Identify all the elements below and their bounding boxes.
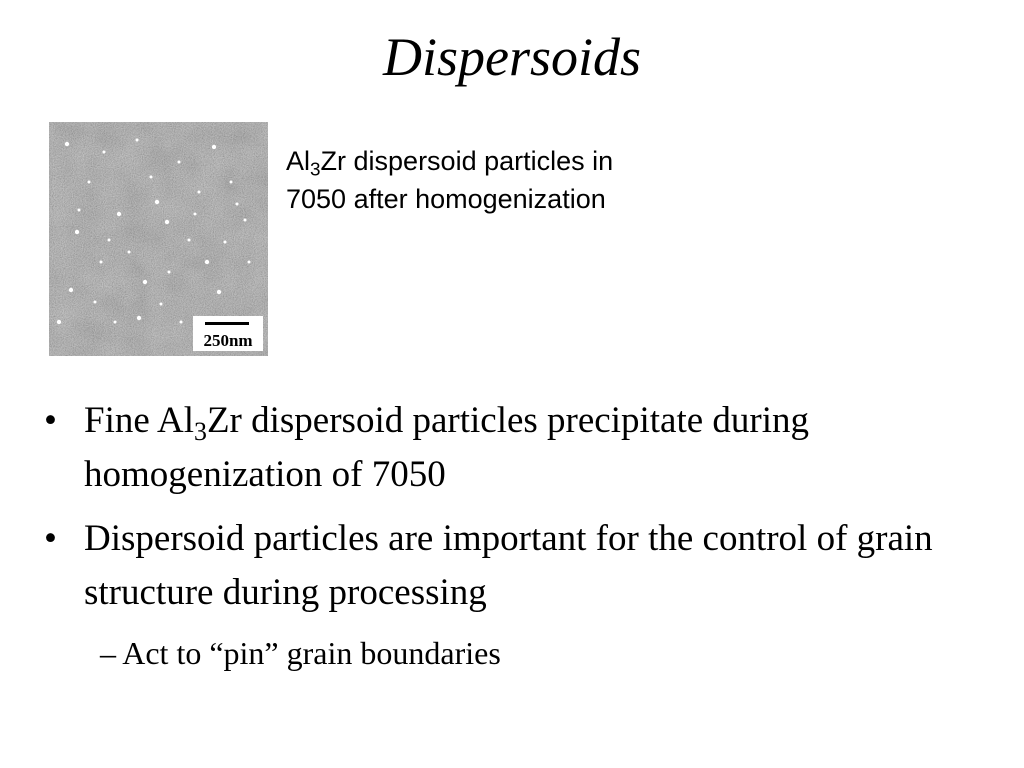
dispersoid-particle: [155, 200, 159, 204]
dispersoid-particle: [224, 241, 227, 244]
sub-bullet-item-1: – Act to “pin” grain boundaries: [100, 635, 501, 671]
dispersoid-particle: [117, 212, 121, 216]
image-caption: [286, 142, 746, 218]
dispersoid-particle: [136, 139, 139, 142]
scale-bar: [193, 316, 263, 351]
dispersoid-particle: [75, 230, 79, 234]
dispersoid-particle: [217, 290, 221, 294]
dispersoid-particle: [180, 321, 183, 324]
scale-bar-label: 250nm: [203, 331, 253, 350]
dispersoid-particle: [88, 181, 91, 184]
dispersoid-particle: [236, 203, 239, 206]
tem-micrograph-image: [49, 122, 268, 356]
dispersoid-particle: [57, 320, 61, 324]
dispersoid-particle: [198, 191, 201, 194]
dispersoid-particle: [143, 280, 147, 284]
dispersoid-particle: [65, 142, 69, 146]
dispersoid-particle: [194, 213, 197, 216]
dispersoid-particle: [188, 239, 191, 242]
bullet-marker: •: [44, 400, 57, 441]
dispersoid-particle: [168, 271, 171, 274]
dispersoid-particle: [94, 301, 97, 304]
dispersoid-particle: [100, 261, 103, 264]
dispersoid-particle: [230, 181, 233, 184]
dispersoid-particle: [160, 303, 163, 306]
dispersoid-particle: [205, 260, 209, 264]
caption-line-1: $Al_3Zr$ dispersoid particles in: [286, 146, 614, 181]
bullet-item-1: • Fine $Al_3Zr$ dispersoid particles precipitate during homogenization of 7050: [84, 394, 1004, 502]
dispersoid-particle: [165, 220, 169, 224]
dispersoid-particle: [69, 288, 73, 292]
caption-line-2: 7050 after homogenization: [286, 184, 606, 214]
dispersoid-particle: [128, 251, 131, 254]
slide-title: Dispersoids: [382, 27, 642, 87]
dispersoid-particle: [212, 145, 216, 149]
bullet-item-2: • Dispersoid particles are important for the control of grain structure during processing: [84, 512, 1004, 620]
dispersoid-particle: [150, 176, 153, 179]
dispersoid-particle: [114, 321, 117, 324]
dispersoid-particle: [103, 151, 106, 154]
dispersoid-particle: [137, 316, 141, 320]
dispersoid-particle: [78, 209, 81, 212]
dispersoid-particle: [244, 219, 247, 222]
dispersoid-particle: [248, 261, 251, 264]
dispersoid-particle: [178, 161, 181, 164]
dispersoid-particle: [108, 239, 111, 242]
bullet-marker: •: [44, 518, 57, 559]
